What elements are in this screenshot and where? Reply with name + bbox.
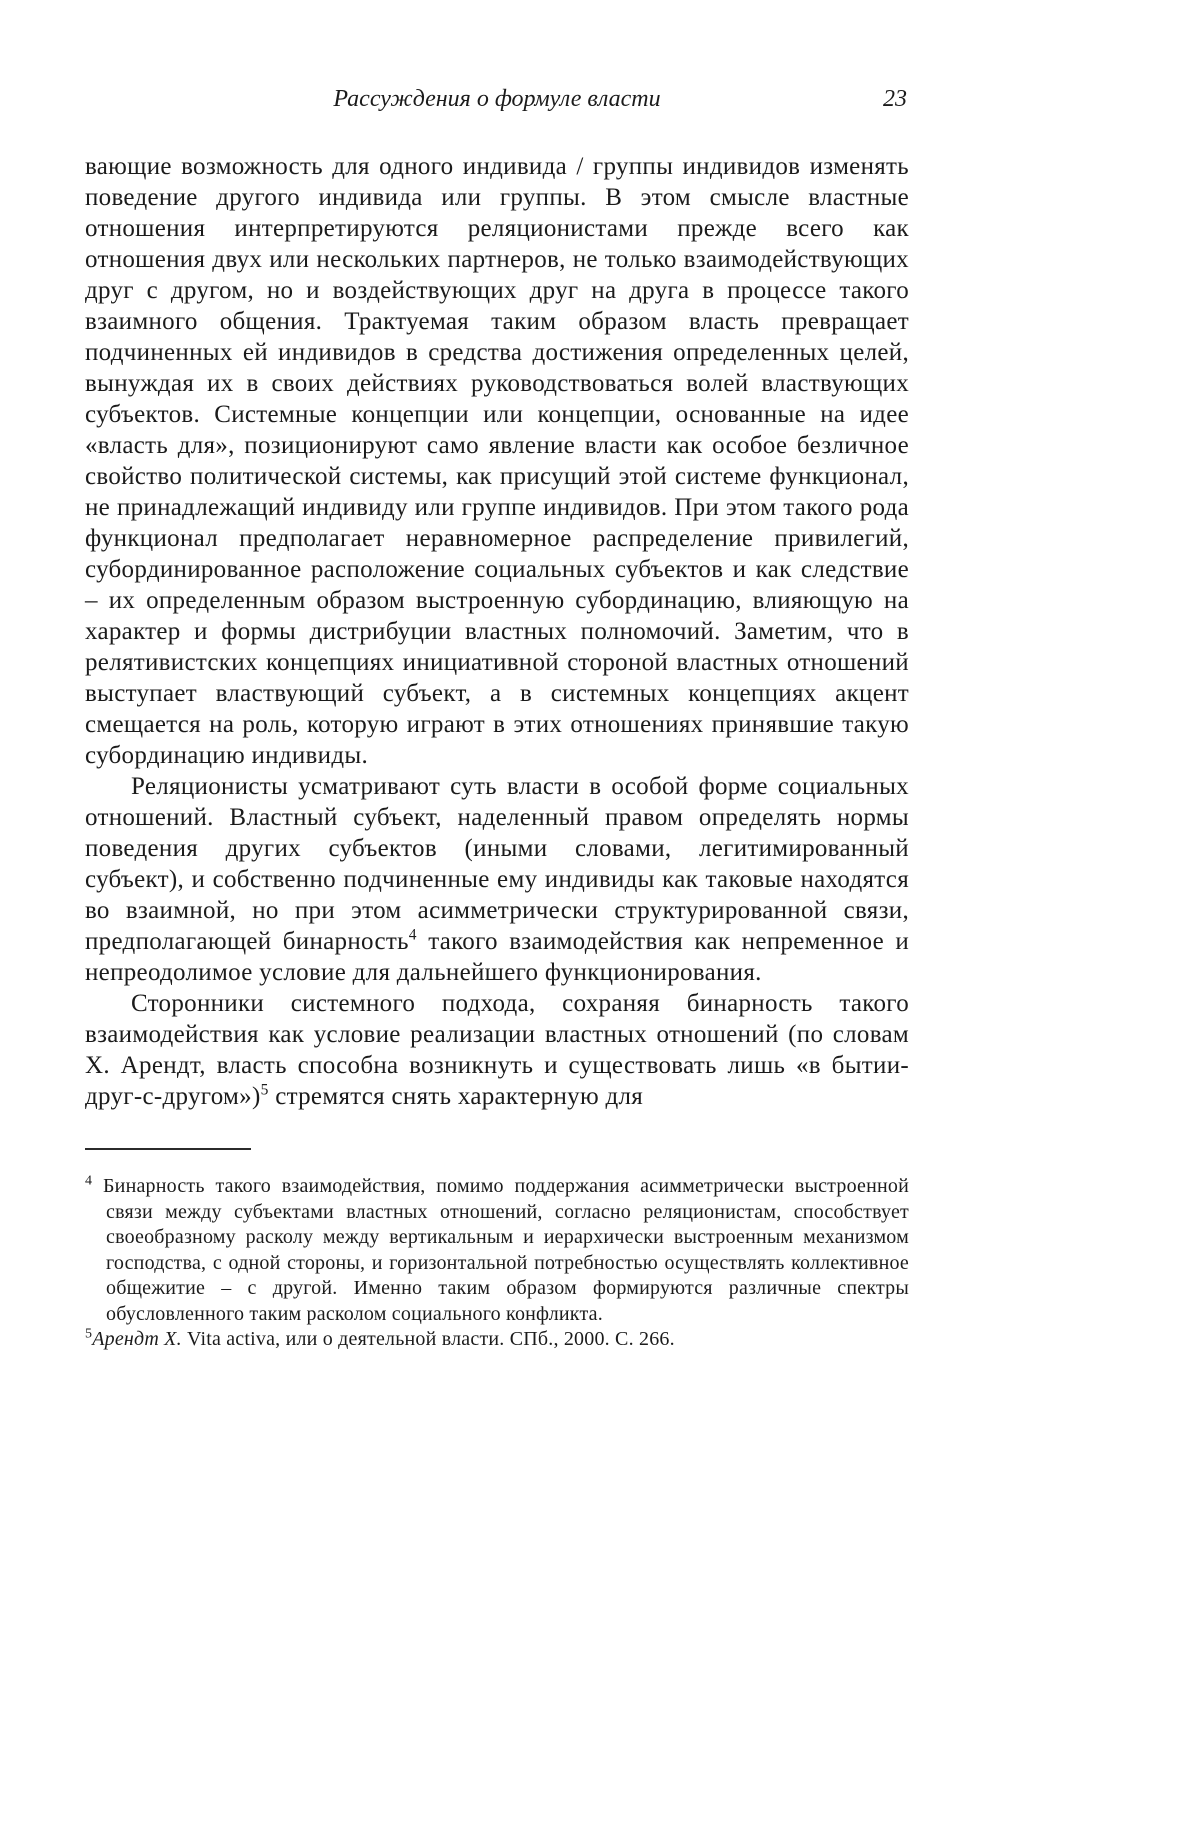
paragraph-3-text-cont: стремятся снять характерную для (268, 1083, 644, 1110)
paragraph-2-text: Реляционисты усматривают суть власти в особой форме социальных отношений. Властный субъект, наделенный правом определять нормы поведения других субъектов (иными словами, легитимированный субъект), и собственно подчиненные ему индивиды как таковые находятся во взаимной, но при этом асимметрически структурированной связи, предполагающей бинарность (85, 773, 909, 955)
footnote-separator (85, 1148, 251, 1150)
footnote-5-author: Арендт Х. (92, 1328, 182, 1350)
footnote-5 (85, 1327, 909, 1353)
paragraph-3 (85, 988, 909, 1112)
running-title: Рассуждения о формуле власти (333, 86, 661, 112)
footnote-4-text: Бинарность такого взаимодействия, помимо поддержания асимметрически выстроенной связи между субъектами властных отношений, согласно реляционистам, способствует своеобразному расколу между вертикальным и иерархически выстроенным механизмом господства, с одной стороны, и горизонтальной потребностью осуществлять коллективное общежитие – с другой. Именно таким образом формируются различные спектры обусловленного таким расколом социального конфликта. (92, 1175, 909, 1325)
footnote-5-marker: 5 (85, 1326, 93, 1342)
footnote-ref-5: 5 (260, 1081, 269, 1099)
footnote-4 (85, 1174, 909, 1327)
page-number: 23 (883, 86, 907, 112)
text-column (85, 84, 909, 1353)
paragraph-2 (85, 771, 909, 988)
footnote-5-text: Vita activa, или о деятельной власти. СПб., 2000. С. 266. (181, 1328, 675, 1350)
paragraph-2-text-cont: такого взаимодействия как непременное и непреодолимое условие для дальнейшего функционирования. (85, 928, 909, 986)
page-header (85, 84, 909, 114)
paragraph-1 (85, 151, 909, 771)
footnote-4-marker: 4 (85, 1173, 93, 1189)
footnote-ref-4: 4 (408, 926, 417, 944)
paragraph-1-text: вающие возможность для одного индивида / группы индивидов изменять поведение другого индивида или группы. В этом смысле властные отношения интерпретируются реляционистами прежде всего как отношения двух или нескольких партнеров, не только взаимодействующих друг с другом, но и воздействующих друг на друга в процессе такого взаимного общения. Трактуемая таким образом власть превращает подчиненных ей индивидов в средства достижения определенных целей, вынуждая их в своих действиях руководствоваться волей властвующих субъектов. Системные концепции или концепции, основанные на идее «власть для», позиционируют само явление власти как особое безличное свойство политической системы, как присущий этой системе функционал, не принадлежащий индивиду или группе индивидов. При этом такого рода функционал предполагает неравномерное распределение привилегий, субординированное расположение социальных субъектов и как следствие – их определенным образом выстроенную субординацию, влияющую на характер и формы дистрибуции властных полномочий. Заметим, что в релятивистских концепциях инициативной стороной властных отношений выступает властвующий субъект, а в системных концепциях акцент смещается на роль, которую играют в этих отношениях принявшие такую субординацию индивиды. (85, 153, 909, 769)
main-text (85, 151, 909, 1112)
footnotes-section (85, 1174, 909, 1353)
paragraph-3-text: Сторонники системного подхода, сохраняя бинарность такого взаимодействия как условие реализации властных отношений (по словам Х. Арендт, власть способна возникнуть и существовать лишь «в бытии-друг-с-другом») (85, 990, 909, 1110)
